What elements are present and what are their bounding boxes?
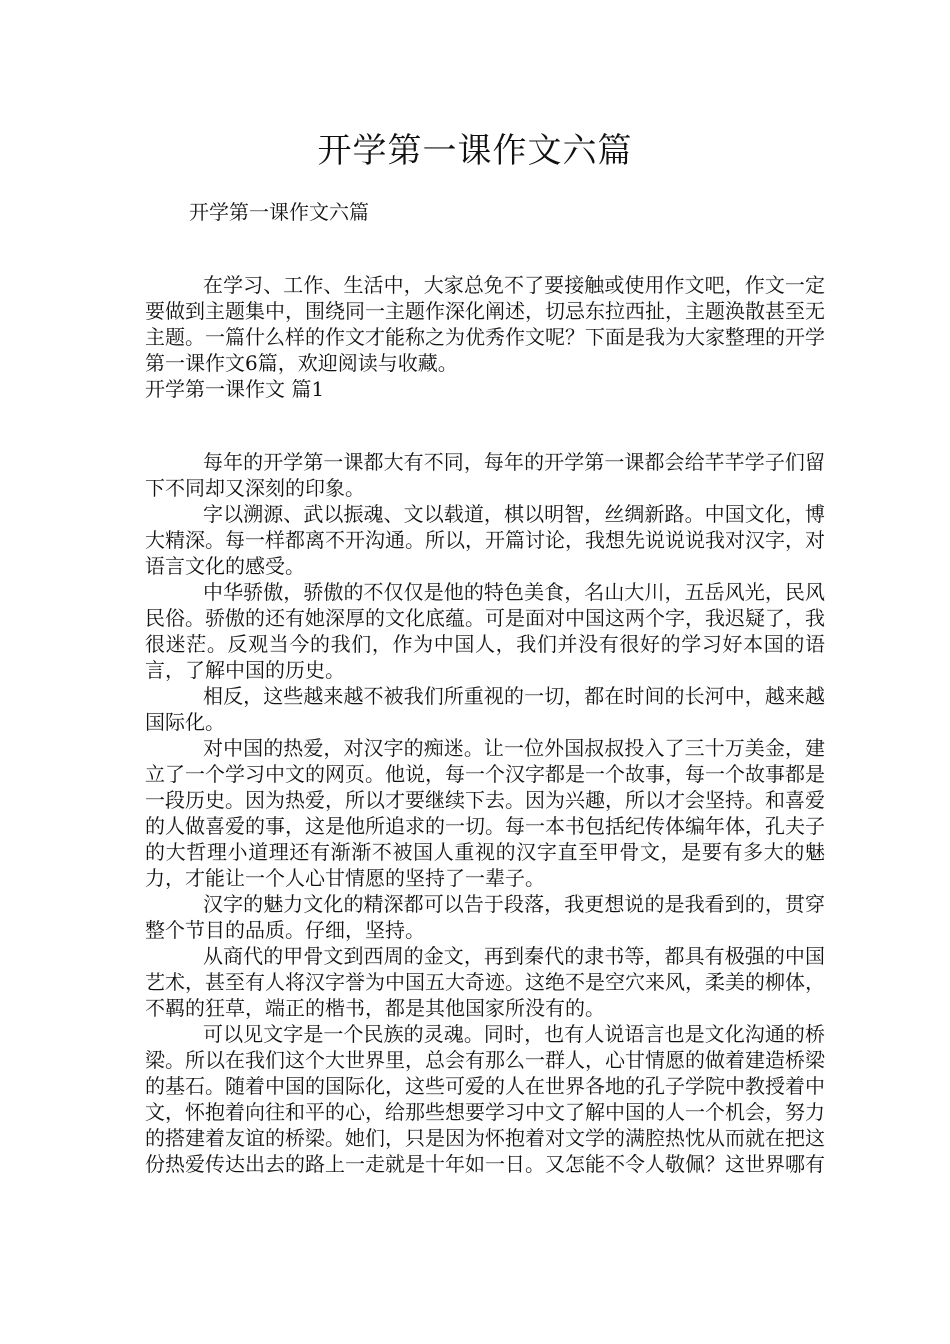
body-paragraph: 中华骄傲，骄傲的不仅仅是他的特色美食，名山大川，五岳风光，民风民俗。骄傲的还有她深厚的文化底蕴。可是面对中国这两个字，我迟疑了，我很迷茫。反观当今的我们，作为中国人，我们并没有很好的学习好本国的语言，了解中国的历史。 bbox=[145, 580, 825, 682]
body-paragraph: 对中国的热爱，对汉字的痴迷。让一位外国叔叔投入了三十万美金，建立了一个学习中文的网页。他说，每一个汉字都是一个故事，每一个故事都是一段历史。因为热爱，所以才要继续下去。因为兴趣，所以才会坚持。和喜爱的人做喜爱的事，这是他所追求的一切。每一本书包括纪传体编年体，孔夫子的大哲理小道理还有渐渐不被国人重视的汉字直至甲骨文，是要有多大的魅力，才能让一个人心甘情愿的坚持了一辈子。 bbox=[145, 736, 825, 890]
essay-body bbox=[145, 449, 825, 1177]
section-heading: 开学第一课作文 篇1 bbox=[145, 377, 325, 401]
body-paragraph: 相反，这些越来越不被我们所重视的一切，都在时间的长河中，越来越国际化。 bbox=[145, 684, 825, 734]
body-paragraph: 可以见文字是一个民族的灵魂。同时，也有人说语言也是文化沟通的桥梁。所以在我们这个大世界里，总会有那么一群人，心甘情愿的做着建造桥梁的基石。随着中国的国际化，这些可爱的人在世界各地的孔子学院中教授着中文，怀抱着向往和平的心，给那些想要学习中文了解中国的人一个机会，努力的搭建着友谊的桥梁。她们，只是因为怀抱着对文学的满腔热忱从而就在把这份热爱传达出去的路上一走就是十年如一日。又怎能不令人敬佩？这世界哪有 bbox=[145, 1022, 825, 1176]
body-paragraph: 每年的开学第一课都大有不同，每年的开学第一课都会给芊芊学子们留下不同却又深刻的印象。 bbox=[145, 450, 825, 500]
document-subtitle: 开学第一课作文六篇 bbox=[189, 200, 369, 224]
body-paragraph: 字以溯源、武以振魂、文以载道，棋以明智，丝绸新路。中国文化，博大精深。每一样都离不开沟通。所以，开篇讨论，我想先说说说我对汉字，对语言文化的感受。 bbox=[145, 502, 825, 578]
document-title: 开学第一课作文六篇 bbox=[317, 131, 633, 171]
body-paragraph: 汉字的魅力文化的精深都可以告于段落，我更想说的是我看到的，贯穿整个节目的品质。仔细，坚持。 bbox=[145, 892, 825, 942]
body-paragraph: 从商代的甲骨文到西周的金文，再到秦代的隶书等，都具有极强的中国艺术，甚至有人将汉字誉为中国五大奇迹。这绝不是空穴来风，柔美的柳体，不羁的狂草，端正的楷书，都是其他国家所没有的。 bbox=[145, 944, 825, 1020]
intro-block bbox=[145, 272, 825, 402]
intro-paragraph: 在学习、工作、生活中，大家总免不了要接触或使用作文吧，作文一定要做到主题集中，围绕同一主题作深化阐述，切忌东拉西扯，主题涣散甚至无主题。一篇什么样的作文才能称之为优秀作文呢？下面是我为大家整理的开学第一课作文6篇，欢迎阅读与收藏。 bbox=[145, 273, 825, 375]
